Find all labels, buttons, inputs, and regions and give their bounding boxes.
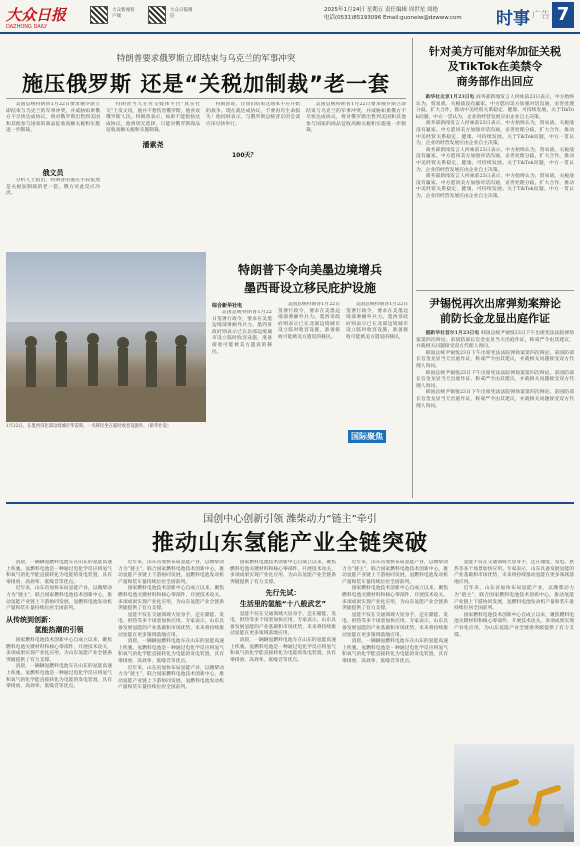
paragraph: 美国总统特朗普1月22日签署行政令，要求在美墨边境部署额外兵力。墨西哥政府则表示已在北部边境城市设立临时收容设施，准备接收可能被美方遣返的移民。 — [278, 302, 340, 340]
newspaper-logo-sub: DAZHONG DAILY — [6, 24, 48, 30]
subhead: 生活里的氢能“十八般武艺” — [239, 599, 327, 608]
qr-label: 大众日报微信 — [170, 8, 193, 19]
byline: 新华社北京1月23日电 — [425, 94, 475, 100]
divider — [416, 290, 574, 291]
byline: 据新华社首尔1月23日电 — [425, 330, 480, 336]
byline: 综合新华社电 — [212, 303, 243, 309]
lead-headline: 施压俄罗斯 还是“关税加制裁”老一套 — [22, 72, 390, 96]
paragraph: 国家燃料电池技术创新中心自成立以来，聚焦燃料电池关键材料和核心零部件，开展技术攻关，多项成果实现产业化应用，为山东氢能产业全链条突破提供了有力支撑。 — [342, 586, 448, 612]
paragraph: 清晨，一辆辆氢燃料电池车在山东的氢能高速上疾驰。氢燃料电池是一种通过电化学反应将氢气和氧气的化学能直接转化为电能的发电装置，具有零排放、高效率、低噪音等优点。 — [230, 637, 336, 663]
paragraph: 商务部新闻发言人何咏前23日表示，中方始终认为，贸易战、关税战没有赢家。中方愿同美方加强对话沟通，妥善处理分歧，扩大合作，推动中美经贸关系稳定、健康、可持续发展。关于TikTok问题，中方一贯认为，企业的经营发展应由企业自主决策。 — [416, 147, 574, 173]
section-title: 时事 — [496, 9, 530, 29]
paragraph: 特朗普说，让我们结束这场本不应开始的战争。现在就达成协议，不要再有生命损失！他同时表示，与俄罗斯总统普京的会谈应该尽快举行。 — [206, 102, 300, 127]
date-line: 2025年1月24日 星期五 责任编辑 周世星 周艳 — [324, 7, 438, 13]
masthead-info — [324, 6, 462, 22]
paragraph: 美国总统特朗普1月22日签署行政令，要求在美墨边境部署额外兵力。墨西哥政府则表示已在北部边境城市设立临时收容设施，准备接收可能被美方遣返的移民。 — [346, 302, 408, 340]
paragraph: 国家燃料电池技术创新中心自成立以来，聚焦燃料电池关键材料和核心零部件，开展技术攻关，多项成果实现产业化应用，为山东氢能产业全链条突破提供了有力支撑。 — [6, 637, 112, 663]
robot-arm-illustration — [454, 744, 574, 842]
paragraph: 清晨，一辆辆氢燃料电池车在山东的氢能高速上疾驰。氢燃料电池是一种通过电化学反应将氢气和氧气的化学能直接转化为电能的发电装置，具有零排放、高效率、低噪音等优点。 — [6, 664, 112, 690]
lead-body-col2 — [106, 102, 200, 247]
subhead: 氢能热潮的引领 — [34, 626, 84, 635]
lead-kicker: 特朗普要求俄罗斯立即结束与乌克兰的军事冲突 — [116, 54, 296, 64]
paragraph: 氢能不仅在交通领域大显身手，还在储能、发电、供热等多个场景加快应用。专家表示，山东具备发展氢能的产业基础和市场优势，未来将持续推动氢能在更多领域落地应用。 — [342, 612, 448, 638]
page-number: 7 — [552, 2, 574, 28]
headline-line: 及TikTok在美禁令 — [447, 60, 543, 73]
contact-line: 电话(0531)85193096 Email:guoneiw@dzwww.com — [324, 15, 462, 21]
right-headline-2 — [416, 296, 574, 326]
masthead — [0, 0, 580, 34]
lead-body-col4 — [306, 102, 406, 247]
paragraph: 国家燃料电池技术创新中心自成立以来，聚焦燃料电池关键材料和核心零部件，开展技术攻关，多项成果实现产业化应用，为山东氢能产业全链条突破提供了有力支撑。 — [118, 586, 224, 612]
mexico-headline-2: 墨西哥设立移民庇护设施 — [243, 281, 376, 295]
paragraph: 氢能不仅在交通领域大显身手，还在储能、发电、供热等多个场景加快应用。专家表示，山东具备发展氢能的产业基础和市场优势，未来将持续推动氢能在更多领域落地应用。 — [230, 611, 336, 637]
feature-body-col1 — [6, 560, 112, 842]
paragraph: 韩国总统尹锡悦23日下午出席宪法法院弹劾案第四次辩论。前国防部长官金龙显当天出庭作证，称戒严令由其建议，并就相关问题接受双方代理人询问。 — [416, 350, 574, 369]
qr-code-icon — [148, 6, 166, 24]
paragraph: 近年来，山东省加快布局氢能产业，以潍柴动力为“链主”，联合国家燃料电池技术创新中心，推动氢能产业链上下游协同发展，氢燃料电池发动机产量和装车量持续位居全国前列。 — [118, 560, 224, 585]
newspaper-logo: 大众日报 — [6, 6, 67, 24]
paragraph: 商务部新闻发言人何咏前23日表示，中方始终认为，贸易战、关税战没有赢家。中方愿同美方加强对话沟通，妥善处理分歧，扩大合作，推动中美经贸关系稳定、健康、可持续发展。关于TikTok问题，中方一贯认为，企业的经营发展应由企业自主决策。 — [416, 95, 574, 120]
feature-body-col2 — [118, 560, 224, 842]
mexico-body-col3 — [346, 302, 408, 412]
paragraph: 美国总统特朗普1月22日要求俄罗斯立即结束与乌克兰的军事冲突，并威胁如果俄方不尽快达成协议，将对俄罗斯出售到美国和其他参与国家的商品征收高额关税和实施进一步制裁。 — [306, 102, 406, 134]
qr-label: 大众新闻客户端 — [112, 8, 135, 19]
paragraph: 特朗普当天在社交媒体平台“真实社交”上发文说，他并不想伤害俄罗斯，他喜欢俄罗斯人民。特朗普表示，如果不能很快达成协议，他将别无选择，只能对俄罗斯商品征收高额关税和实施制裁。 — [106, 102, 200, 134]
paragraph: 近年来，山东省加快布局氢能产业，以潍柴动力为“链主”，联合国家燃料电池技术创新中心，推动氢能产业链上下游协同发展，氢燃料电池发动机产量和装车量持续位居全国前列。 — [454, 586, 574, 612]
headline-line: 针对美方可能对华加征关税 — [429, 45, 561, 58]
paragraph: 近年来，山东省加快布局氢能产业，以潍柴动力为“链主”，联合国家燃料电池技术创新中心，推动氢能产业链上下游协同发展，氢燃料电池发动机产量和装车量持续位居全国前列。 — [118, 665, 224, 691]
feature-body-col5 — [454, 560, 574, 740]
mexico-body-col1 — [212, 310, 272, 445]
paragraph: 国家燃料电池技术创新中心自成立以来，聚焦燃料电池关键材料和核心零部件，开展技术攻关，多项成果实现产业化应用，为山东氢能产业全链条突破提供了有力支撑。 — [454, 612, 574, 638]
paragraph: 分析人士指出，特朗普的施压手段依然是关税加制裁的老一套，俄方对此反应冷淡。 — [6, 178, 100, 197]
photo-caption: 1月22日，在墨西哥北部边境城市华雷斯，一名移民坐在临时收容设施外。（新华社发） — [6, 424, 172, 429]
divider — [6, 98, 406, 99]
feature-headline: 推动山东氢能产业全链突破 — [151, 531, 428, 556]
paragraph: 氢能不仅在交通领域大显身手，还在储能、发电、供热等多个场景加快应用。专家表示，山东具备发展氢能的产业基础和市场优势，未来将持续推动氢能在更多领域落地应用。 — [454, 560, 574, 585]
column-divider — [412, 38, 413, 498]
section-tag: 广告 — [532, 11, 551, 21]
paragraph: 商务部新闻发言人何咏前23日表示，中方始终认为，贸易战、关税战没有赢家。中方愿同美方加强对话沟通，妥善处理分歧，扩大合作，推动中美经贸关系稳定、健康、可持续发展。关于TikTok问题，中方一贯认为，企业的经营发展应由企业自主决策。 — [416, 121, 574, 147]
mexico-body-col2 — [278, 302, 340, 445]
lead-body-col3 — [206, 102, 300, 247]
author-name: 潘素尧 — [142, 141, 164, 149]
section-divider — [6, 502, 574, 504]
paragraph: 美国总统特朗普1月22日要求俄罗斯立即结束与乌克兰的军事冲突，并威胁如果俄方不尽快达成协议，将对俄罗斯出售到美国和其他参与国家的商品征收高额关税和实施进一步制裁。 — [6, 102, 100, 134]
headline-line: 前防长金龙显出庭作证 — [440, 312, 550, 325]
paragraph: 清晨，一辆辆氢燃料电池车在山东的氢能高速上疾驰。氢燃料电池是一种通过电化学反应将氢气和氧气的化学能直接转化为电能的发电装置，具有零排放、高效率、低噪音等优点。 — [342, 639, 448, 664]
lead-body-col1b — [6, 178, 100, 248]
subhead: 先行先试： — [265, 589, 301, 598]
paragraph: 美国总统特朗普1月22日签署行政令，要求在美墨边境部署额外兵力。墨西哥政府则表示已在北部边境城市设立临时收容设施，准备接收可能被美方遣返的移民。 — [212, 310, 272, 355]
soldiers-illustration — [6, 252, 206, 422]
factory-photo — [454, 744, 574, 842]
subhead: 从传统到创新： — [6, 615, 55, 624]
headline-line: 尹锡悦再次出席弹劾案辩论 — [429, 297, 561, 310]
paragraph: 国家燃料电池技术创新中心自成立以来，聚焦燃料电池关键材料和核心零部件，开展技术攻关，多项成果实现产业化应用，为山东氢能产业全链条突破提供了有力支撑。 — [230, 560, 336, 585]
headline-line: 商务部作出回应 — [456, 75, 534, 88]
paragraph: 近年来，山东省加快布局氢能产业，以潍柴动力为“链主”，联合国家燃料电池技术创新中心，推动氢能产业链上下游协同发展，氢燃料电池发动机产量和装车量持续位居全国前列。 — [6, 586, 112, 612]
right-headline-1 — [416, 44, 574, 89]
paragraph: 韩国总统尹锡悦23日下午出席宪法法院弹劾案第四次辩论。前国防部长官金龙显当天出庭作证，称戒严令由其建议，并就相关问题接受双方代理人询问。 — [416, 331, 574, 350]
paragraph: 氢能不仅在交通领域大显身手，还在储能、发电、供热等多个场景加快应用。专家表示，山东具备发展氢能的产业基础和市场优势，未来将持续推动氢能在更多领域落地应用。 — [118, 612, 224, 638]
right-story2-body — [416, 330, 574, 498]
paragraph: 商务部新闻发言人何咏前23日表示，中方始终认为，贸易战、关税战没有赢家。中方愿同美方加强对话沟通，妥善处理分歧，扩大合作，推动中美经贸关系稳定、健康、可持续发展。关于TikTok问题，中方一贯认为，企业的经营发展应由企业自主决策。 — [416, 174, 574, 199]
feature-body-col4 — [342, 560, 448, 842]
feature-kicker: 国创中心创新引领 潍柴动力“链主”牵引 — [203, 514, 377, 525]
news-photo — [6, 252, 206, 422]
author-name: 俄文员 — [42, 169, 64, 177]
paragraph: 清晨，一辆辆氢燃料电池车在山东的氢能高速上疾驰。氢燃料电池是一种通过电化学反应将氢气和氧气的化学能直接转化为电能的发电装置，具有零排放、高效率、低噪音等优点。 — [118, 639, 224, 664]
paragraph: 近年来，山东省加快布局氢能产业，以潍柴动力为“链主”，联合国家燃料电池技术创新中心，推动氢能产业链上下游协同发展，氢燃料电池发动机产量和装车量持续位居全国前列。 — [342, 560, 448, 585]
quote-box: 100天？ — [232, 152, 257, 159]
paragraph: 韩国总统尹锡悦23日下午出席宪法法院弹劾案第四次辩论。前国防部长官金龙显当天出庭作证，称戒严令由其建议，并就相关问题接受双方代理人询问。 — [416, 390, 574, 409]
mexico-headline-1: 特朗普下令向美墨边境增兵 — [237, 263, 382, 277]
section-tag-international: 国际聚焦 — [348, 430, 386, 443]
qr-code-icon — [90, 6, 108, 24]
paragraph: 清晨，一辆辆氢燃料电池车在山东的氢能高速上疾驰。氢燃料电池是一种通过电化学反应将氢气和氧气的化学能直接转化为电能的发电装置，具有零排放、高效率、低噪音等优点。 — [6, 560, 112, 585]
paragraph: 韩国总统尹锡悦23日下午出席宪法法院弹劾案第四次辩论。前国防部长官金龙显当天出庭作证，称戒严令由其建议，并就相关问题接受双方代理人询问。 — [416, 370, 574, 389]
feature-body-col3 — [230, 560, 336, 842]
right-story1-body — [416, 94, 574, 286]
